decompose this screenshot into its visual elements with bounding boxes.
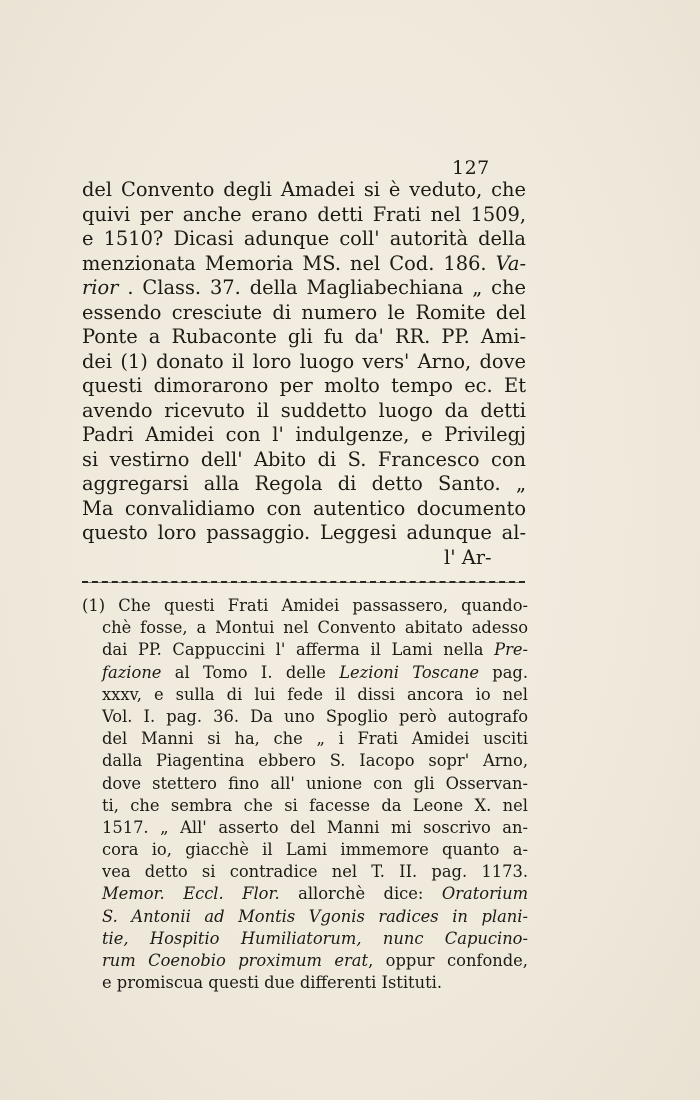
italic-text: rior [82, 276, 119, 299]
text-line [82, 252, 526, 277]
text-line: Ponte a Rubaconte gli fu da' RR. PP. Ami- [82, 325, 526, 348]
footnote-line [82, 883, 528, 905]
footnote-line [82, 639, 528, 661]
text-line: questo loro passaggio. Leggesi adunque al- [82, 521, 526, 544]
footnote-line: ti, che sembra che si facesse da Leone X. nel [102, 795, 528, 815]
footnote-line: S. Antonii ad Montis Vgonis radices in plani- [102, 906, 528, 926]
italic-text: Memor. Eccl. Flor. [102, 884, 280, 904]
footnote [82, 595, 528, 994]
text-line [82, 276, 526, 301]
text-line: Ma convalidiamo con autentico documento [82, 496, 526, 520]
italic-text: Oratorium [441, 884, 529, 904]
text-line: si vestirno dell' Abito di S. Francesco con [82, 447, 526, 471]
footnote-line: chè fosse, a Montui nel Convento abitato adesso [102, 618, 528, 638]
text-line: questi dimorarono per molto tempo ec. Et [82, 374, 526, 397]
footnote-line: e promiscua questi due differenti Istituti. [102, 973, 442, 993]
italic-text: rum Coenobio proximum erat [102, 951, 369, 970]
footnote-line: del Manni si ha, che „ i Frati Amidei usciti [102, 729, 528, 749]
footnote-line: tie, Hospitio Humiliatorum, nunc Capucino- [102, 928, 528, 948]
footnote-line [82, 662, 528, 684]
footnote-line [82, 950, 528, 972]
text-line: avendo ricevuto il suddetto luogo da detti [82, 398, 526, 422]
italic-text: Va- [495, 251, 526, 275]
text-line: del Convento degli Amadei si è veduto, che [82, 178, 526, 201]
text-line: e 1510? Dicasi adunque coll' autorità della [82, 227, 526, 250]
footnote-rule-line [82, 582, 525, 583]
footnote-line: dove stettero fino all' unione con gli Osservan- [102, 773, 528, 793]
footnote-line: 1517. „ All' asserto del Manni mi soscrivo an- [102, 817, 528, 837]
footnote-line: vea detto si contradice nel T. II. pag. 1173. [102, 862, 528, 882]
text-line-part: . Class. 37. della Magliabechiana „ che [118, 276, 526, 299]
page-number: 127 [452, 157, 490, 179]
footnote-line: cora io, giacchè il Lami immemore quanto a- [102, 840, 528, 860]
text-line: Padri Amidei con l' indulgenze, e Privilegj [82, 423, 526, 446]
footnote-line-part: allorchè dice: [279, 884, 442, 904]
italic-text: Lezioni Toscane [339, 662, 479, 682]
text-line-part: menzionata Memoria MS. nel Cod. 186. [82, 251, 496, 275]
footnote-line: (1) Che questi Frati Amidei passassero, quando- [82, 596, 528, 615]
text-line: aggregarsi alla Regola di detto Santo. „ [82, 472, 526, 495]
footnote-line-part: dai PP. Cappuccini l' afferma il Lami nella [102, 640, 495, 660]
text-line: essendo cresciute di numero le Romite del [82, 300, 526, 324]
footnote-line: xxxv, e sulla di lui fede il dissi ancora io nel [102, 684, 528, 704]
footnote-line: Vol. I. pag. 36. Da uno Spoglio però autografo [102, 706, 528, 726]
text-line: dei (1) donato il loro luogo vers' Arno, dove [82, 349, 526, 373]
footnote-line-part: , oppur confonde, [368, 951, 528, 970]
italic-text: fazione [102, 662, 162, 682]
footnote-line-part: pag. [478, 662, 528, 682]
text-line: quivi per anche erano detti Frati nel 1509, [82, 202, 526, 226]
catchword: l' Ar- [444, 546, 492, 569]
main-text [82, 178, 526, 546]
footnote-line-part: al Tomo I. delle [161, 662, 340, 682]
footnote-line: dalla Piagentina ebbero S. Iacopo sopr' Arno, [102, 751, 528, 771]
italic-text: Pre- [494, 640, 528, 660]
